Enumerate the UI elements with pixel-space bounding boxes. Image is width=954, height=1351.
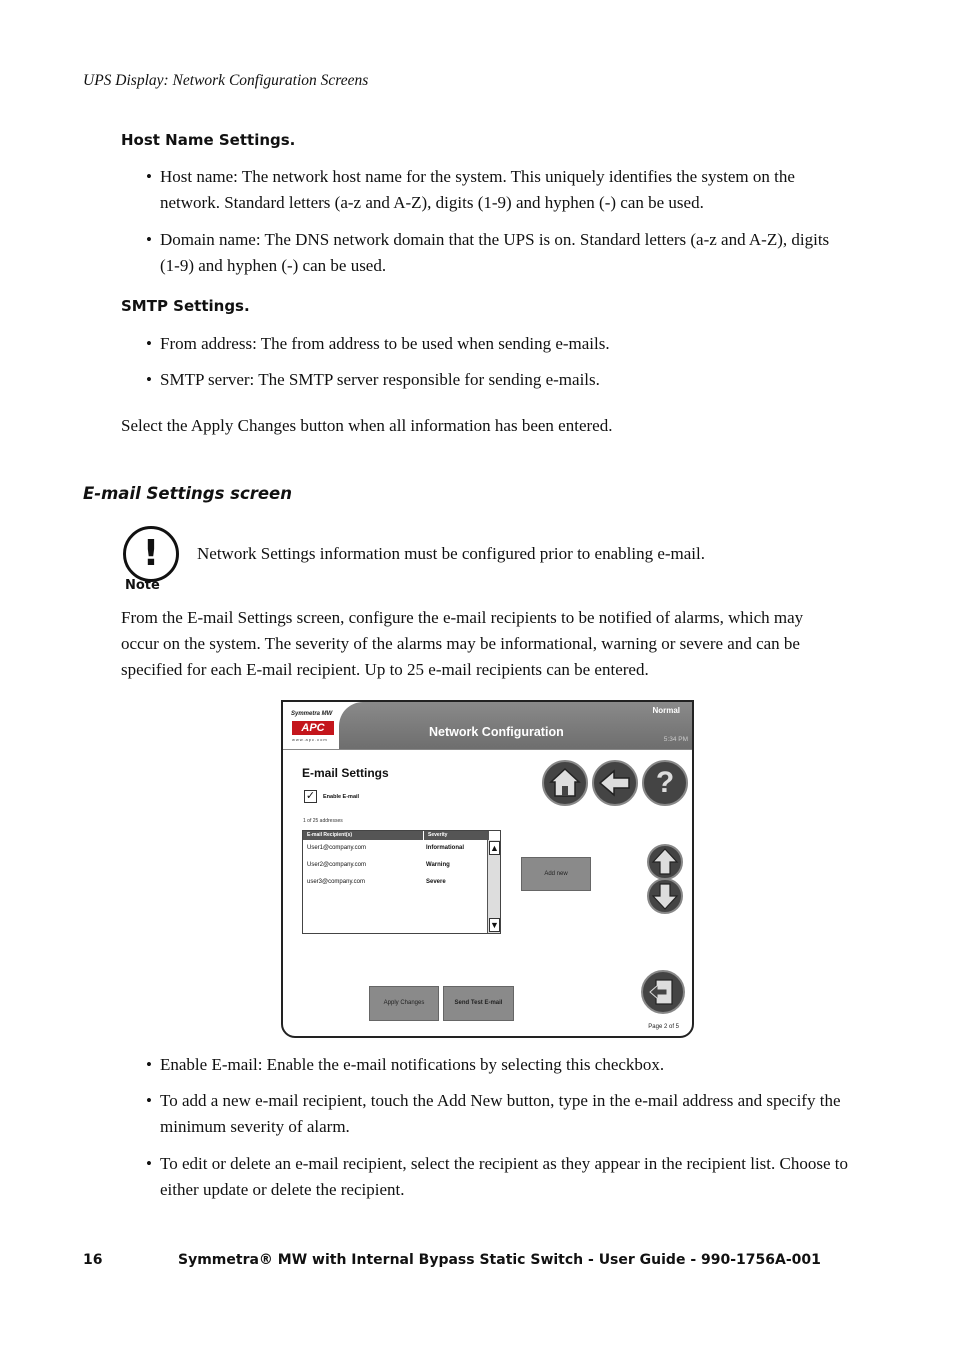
bullet-add-recipient xyxy=(146,1088,850,1140)
section-title: E-mail Settings xyxy=(302,766,389,780)
smtp-heading: SMTP Settings. xyxy=(121,297,250,315)
home-button[interactable] xyxy=(542,760,588,806)
bullet-enable-email xyxy=(146,1052,850,1078)
recipient-email: User1@company.com xyxy=(307,845,366,851)
scroll-up-button[interactable] xyxy=(647,844,683,880)
table-row[interactable] xyxy=(303,859,488,876)
table-row[interactable] xyxy=(303,876,488,893)
enable-email-checkbox[interactable]: ✓ xyxy=(305,790,316,802)
recipient-email: user3@company.com xyxy=(307,879,366,885)
home-icon xyxy=(544,762,586,804)
brand-name: Symmetra MW xyxy=(291,711,333,717)
host-name-heading: Host Name Settings. xyxy=(121,131,296,149)
screen-header xyxy=(283,702,694,750)
help-icon[interactable]: ? xyxy=(642,760,688,806)
bullet-smtp-server xyxy=(146,367,850,393)
column-header-severity: Severity xyxy=(424,831,489,840)
recipient-email: User2@company.com xyxy=(307,862,366,868)
column-header-recipient: E-mail Recipient(s) xyxy=(303,831,423,840)
bullet-text: SMTP server: The SMTP server responsible for sending e-mails. xyxy=(160,370,600,389)
email-settings-heading: E-mail Settings screen xyxy=(83,484,292,503)
scrollbar[interactable] xyxy=(487,840,500,933)
exit-button[interactable] xyxy=(641,970,685,1014)
table-row[interactable] xyxy=(303,842,488,859)
bullet-domain-name xyxy=(146,227,850,279)
bullet-dot: • xyxy=(146,1091,152,1110)
bullet-dot: • xyxy=(146,1055,152,1074)
title-bar xyxy=(339,702,694,749)
clock-text: 5:34 PM xyxy=(663,736,688,743)
bullet-text: From address: The from address to be used when sending e-mails. xyxy=(160,334,610,353)
recipient-severity: Severe xyxy=(426,879,446,885)
bullet-text: Host name: The network host name for the system. This uniquely identifies the system on the network. Standard letters (a-z and A-Z), digits (1-9) and hyphen (-) can be used. xyxy=(160,167,795,212)
screen-title: Network Configuration xyxy=(429,725,564,739)
brand-url: www.apc.com xyxy=(292,737,328,742)
back-button[interactable] xyxy=(592,760,638,806)
bullet-from-address xyxy=(146,331,850,357)
bullet-edit-recipient xyxy=(146,1151,850,1203)
apply-changes-paragraph: Select the Apply Changes button when all information has been entered. xyxy=(121,416,613,435)
note-text: Network Settings information must be configured prior to enabling e-mail. xyxy=(197,544,705,563)
exit-icon xyxy=(643,972,683,1012)
status-text: Normal xyxy=(652,706,680,715)
bullet-text: Domain name: The DNS network domain that the UPS is on. Standard letters (a-z and A-Z), digits (1-9) and hyphen (-) can be used. xyxy=(160,230,830,275)
note-label: Note xyxy=(125,578,160,593)
scroll-down-button[interactable] xyxy=(647,878,683,914)
bullet-dot: • xyxy=(146,1154,152,1173)
footer-title: Symmetra® MW with Internal Bypass Static Switch - User Guide - 990-1756A-001 xyxy=(178,1252,821,1268)
enable-email-label: Enable E-mail xyxy=(323,794,360,800)
email-intro-paragraph: From the E-mail Settings screen, configure the e-mail recipients to be notified of alarms, which may occur on the system. The severity of the alarms may be informational, warning or severe and can be specified for each E-mail recipient. Up to 25 e-mail recipients can be entered. xyxy=(121,608,804,679)
apply-changes-button[interactable]: Apply Changes xyxy=(369,986,439,1021)
send-test-email-button[interactable]: Send Test E-mail xyxy=(443,986,514,1021)
bullet-dot: • xyxy=(146,230,152,249)
back-arrow-icon xyxy=(594,762,636,804)
recipient-table xyxy=(302,830,501,934)
page-number: 16 xyxy=(83,1252,103,1268)
bullet-dot: • xyxy=(146,370,152,389)
recipient-severity: Informational xyxy=(426,845,465,851)
bullet-host-name xyxy=(146,164,850,216)
apc-logo: APC xyxy=(292,721,334,735)
page-indicator: Page 2 of 5 xyxy=(648,1024,679,1030)
bullet-text: To edit or delete an e-mail recipient, select the recipient as they appear in the recipient list. Choose to either update or delete the recipient. xyxy=(160,1154,848,1199)
down-arrow-icon xyxy=(649,880,681,912)
recipient-severity: Warning xyxy=(426,862,450,868)
address-count: 1 of 25 addresses xyxy=(303,818,343,824)
up-arrow-icon xyxy=(649,846,681,878)
note-icon xyxy=(123,526,179,596)
email-settings-screenshot xyxy=(281,700,694,1038)
bullet-text: Enable E-mail: Enable the e-mail notifications by selecting this checkbox. xyxy=(160,1055,665,1074)
bullet-text: To add a new e-mail recipient, touch the Add New button, type in the e-mail address and specify the minimum severity of alarm. xyxy=(160,1091,841,1136)
scroll-up-icon[interactable]: ▲ xyxy=(490,843,499,853)
exclamation-icon: ! xyxy=(142,533,160,574)
scroll-down-icon[interactable]: ▼ xyxy=(490,920,499,930)
bullet-dot: • xyxy=(146,167,152,186)
bullet-dot: • xyxy=(146,334,152,353)
add-new-button[interactable]: Add new xyxy=(521,857,591,891)
running-head: UPS Display: Network Configuration Screens xyxy=(83,72,369,89)
